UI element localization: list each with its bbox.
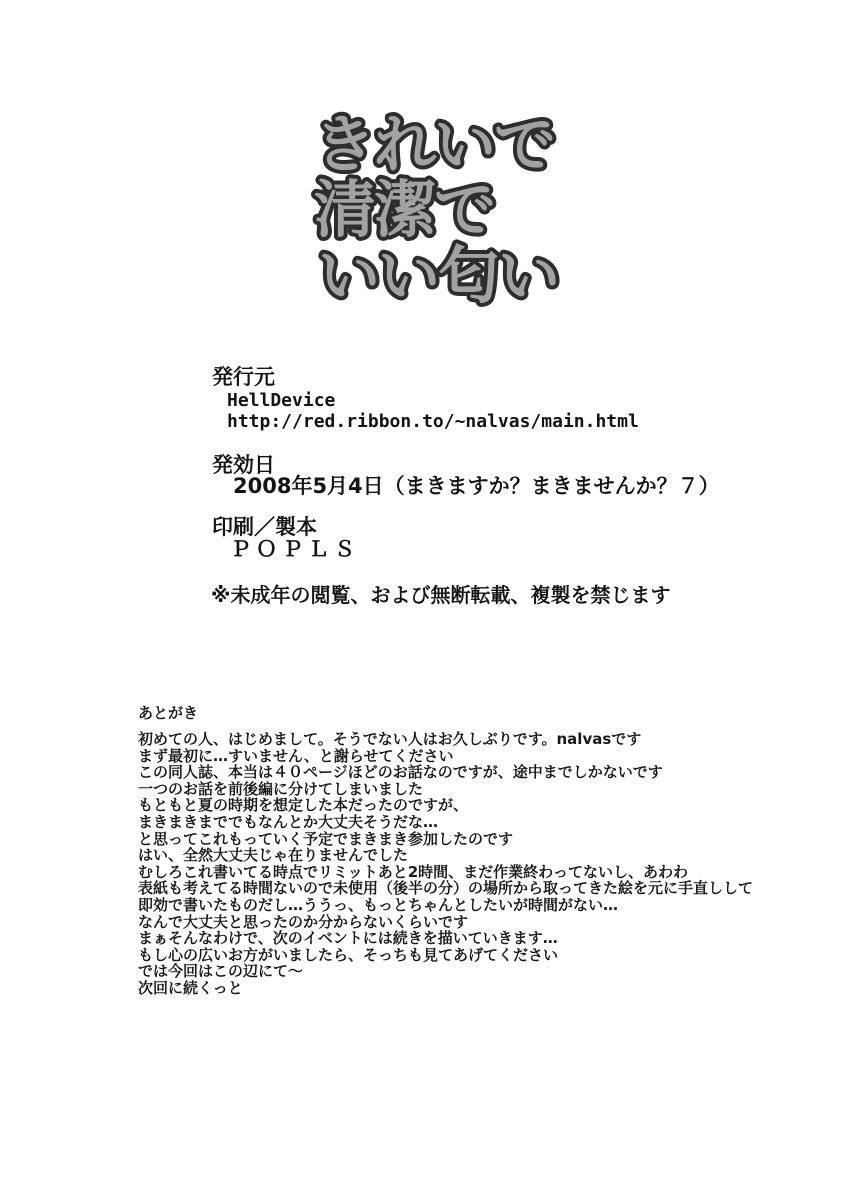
publisher-name: HellDevice [227, 390, 336, 411]
afterword-line: もし心の広いお方がいましたら、そっちも見てあげてください [138, 945, 559, 964]
title-logo [0, 0, 850, 340]
afterword-body [138, 731, 838, 997]
issue-date-value: 2008年5月4日（まきますか？まきませんか？７） [233, 474, 720, 498]
afterword-line: では今回はこの辺にて～ [138, 962, 304, 981]
afterword-heading: あとがき [138, 704, 199, 722]
title-line-3: いい匂い [318, 239, 559, 312]
afterword-line: まきまきまででもなんとか大丈夫そうだな… [138, 812, 439, 831]
afterword-line: まぁそんなわけで、次のイベントには続きを描いていきます… [138, 929, 558, 948]
afterword-line: この同人誌、本当は４０ページほどのお話なのですが、途中までしかないです [138, 763, 663, 782]
afterword-line: もともと夏の時期を想定した本だったのですが、 [138, 796, 469, 815]
issue-date-heading: 発効日 [212, 453, 275, 477]
title-line-2: 清潔で [314, 173, 495, 246]
afterword-line: はい、全然大丈夫じゃ在りませんでした [138, 846, 409, 865]
afterword-line: と思ってこれもっていく予定でまきまき参加したのです [138, 829, 514, 848]
printing-heading: 印刷／製本 [212, 515, 317, 539]
age-restriction-notice: ※未成年の閲覧、および無断転載、複製を禁じます [211, 583, 671, 607]
afterword-line: 次回に続くっと [138, 978, 243, 997]
printing-value: ＰＯＰＬＳ [230, 537, 360, 561]
afterword-line: 一つのお話を前後編に分けてしまいました [138, 779, 424, 798]
afterword-line: 初めての人、はじめまして。そうでない人はお久しぶりです。nalvasです [138, 730, 642, 748]
afterword-line: 表紙も考えてる時間ないので未使用（後半の分）の場所から取ってきた絵を元に手直しして [138, 879, 754, 898]
afterword-line: なんで大丈夫と思ったのか分からないくらいです [138, 912, 469, 931]
afterword-line: 即効で書いたものだし…ううっ、もっとちゃんとしたいが時間がない… [138, 895, 619, 914]
afterword-line: まず最初に…すいません、と謝らせてください [138, 746, 454, 765]
publisher-url: http://red.ribbon.to/~nalvas/main.html [227, 411, 639, 432]
afterword-line: むしろこれ書いてる時点でリミットあと2時間、まだ作業終わってないし、あわわ [138, 862, 688, 881]
title-line-1: きれいで [314, 108, 555, 181]
publisher-heading: 発行元 [212, 365, 275, 389]
